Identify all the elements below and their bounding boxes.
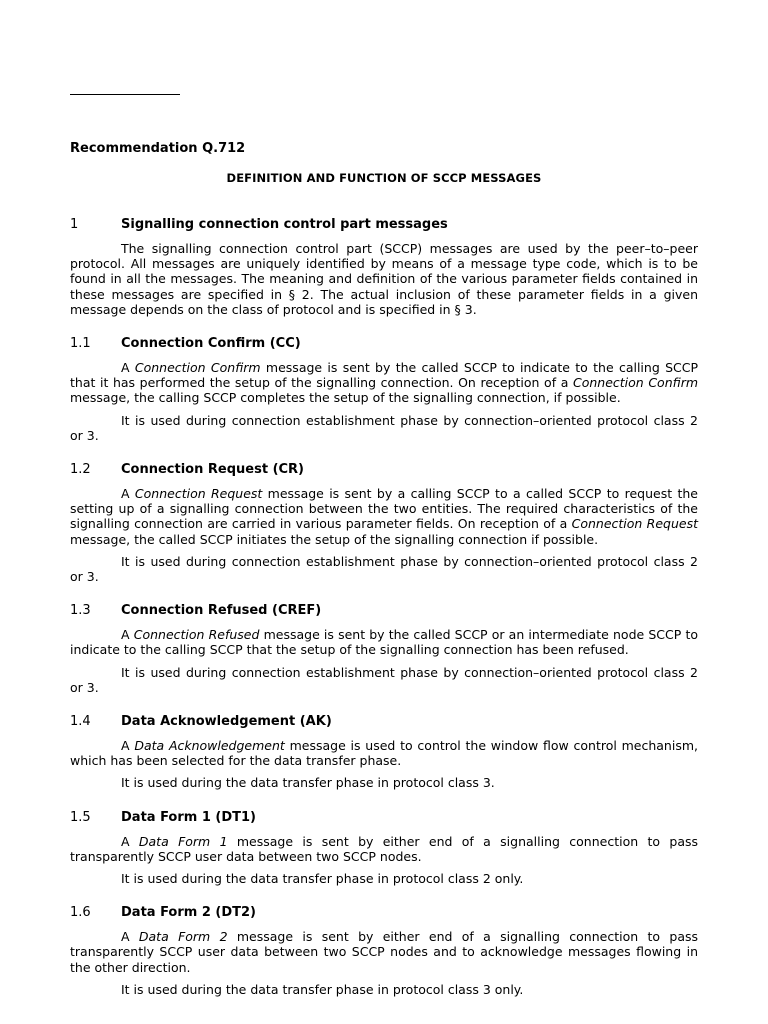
section-number: 1.1 [70, 336, 91, 352]
paragraph: The signalling connection control part (SCCP) messages are used by the peer–to–peer protocol. All messages are uniquely identified by means of a message type code, which is to be found in all the messages. The meaning and definition of the various parameter fields contained in these messages are specified in § 2. The actual inclusion of these parameter fields in a given message depends on the class of protocol and is specified in § 3. [70, 241, 698, 317]
header-rule [70, 94, 180, 95]
section-heading [70, 810, 698, 826]
section-number: 1.6 [70, 905, 91, 921]
section-title: Connection Confirm (CC) [121, 336, 301, 352]
recommendation-label: Recommendation Q.712 [70, 141, 246, 156]
section-title: Signalling connection control part messages [121, 217, 448, 232]
paragraph: It is used during the data transfer phase in protocol class 3. [121, 775, 495, 791]
section-title: Connection Request (CR) [121, 462, 305, 478]
paragraph: It is used during the data transfer phase in protocol class 3 only. [121, 981, 524, 997]
section-number: 1 [70, 217, 79, 232]
section-number: 1.5 [70, 809, 91, 825]
paragraph: A Data Form 1 message is sent by either end of a signalling connection to pass transparently SCCP user data between two SCCP nodes. [70, 833, 698, 864]
paragraph: It is used during connection establishment phase by connection–oriented protocol class 2 or 3. [70, 664, 698, 695]
section-title: Connection Refused (CREF) [121, 603, 322, 619]
section-title: Data Acknowledgement (AK) [121, 714, 332, 730]
document-body [70, 217, 698, 1004]
section-heading [70, 603, 698, 619]
section-number: 1.2 [70, 462, 91, 478]
section-number: 1.3 [70, 603, 91, 619]
section-heading [70, 714, 698, 730]
paragraph: A Data Acknowledgement message is used to control the window flow control mechanism, which has been selected for the data transfer phase. [70, 738, 698, 769]
paragraph: It is used during the data transfer phase in protocol class 2 only. [121, 871, 524, 887]
paragraph: A Connection Refused message is sent by the called SCCP or an intermediate node SCCP to indicate to the calling SCCP that the setup of the signalling connection has been refused. [70, 627, 698, 658]
section-heading [70, 462, 698, 478]
paragraph: A Data Form 2 message is sent by either end of a signalling connection to pass transparently SCCP user data between two SCCP nodes and to acknowledge messages flowing in the other direction. [70, 929, 698, 975]
paragraph: It is used during connection establishment phase by connection–oriented protocol class 2 or 3. [70, 553, 698, 585]
section-heading [70, 905, 698, 921]
paragraph: It is used during connection establishment phase by connection–oriented protocol class 2 or 3. [70, 412, 698, 443]
section-heading [70, 217, 698, 233]
paragraph: A Connection Request message is sent by a calling SCCP to a called SCCP to request the setting up of a signalling connection between the two entities. The required characteristics of the signalling connection are carried in various parameter fields. On reception of a Connection Request message, the called SCCP initiates the setup of the signalling connection if possible. [70, 486, 699, 547]
section-heading [70, 336, 698, 352]
section-number: 1.4 [70, 714, 91, 730]
section-title: Data Form 2 (DT2) [121, 905, 257, 921]
paragraph: A Connection Confirm message is sent by the called SCCP to indicate to the calling SCCP that it has performed the setup of the signalling connection. On reception of a Connection Confirm message, the calling SCCP completes the setup of the signalling connection, if possible. [70, 360, 699, 406]
document-title: DEFINITION AND FUNCTION OF SCCP MESSAGES [226, 171, 542, 185]
section-title: Data Form 1 (DT1) [121, 809, 257, 825]
